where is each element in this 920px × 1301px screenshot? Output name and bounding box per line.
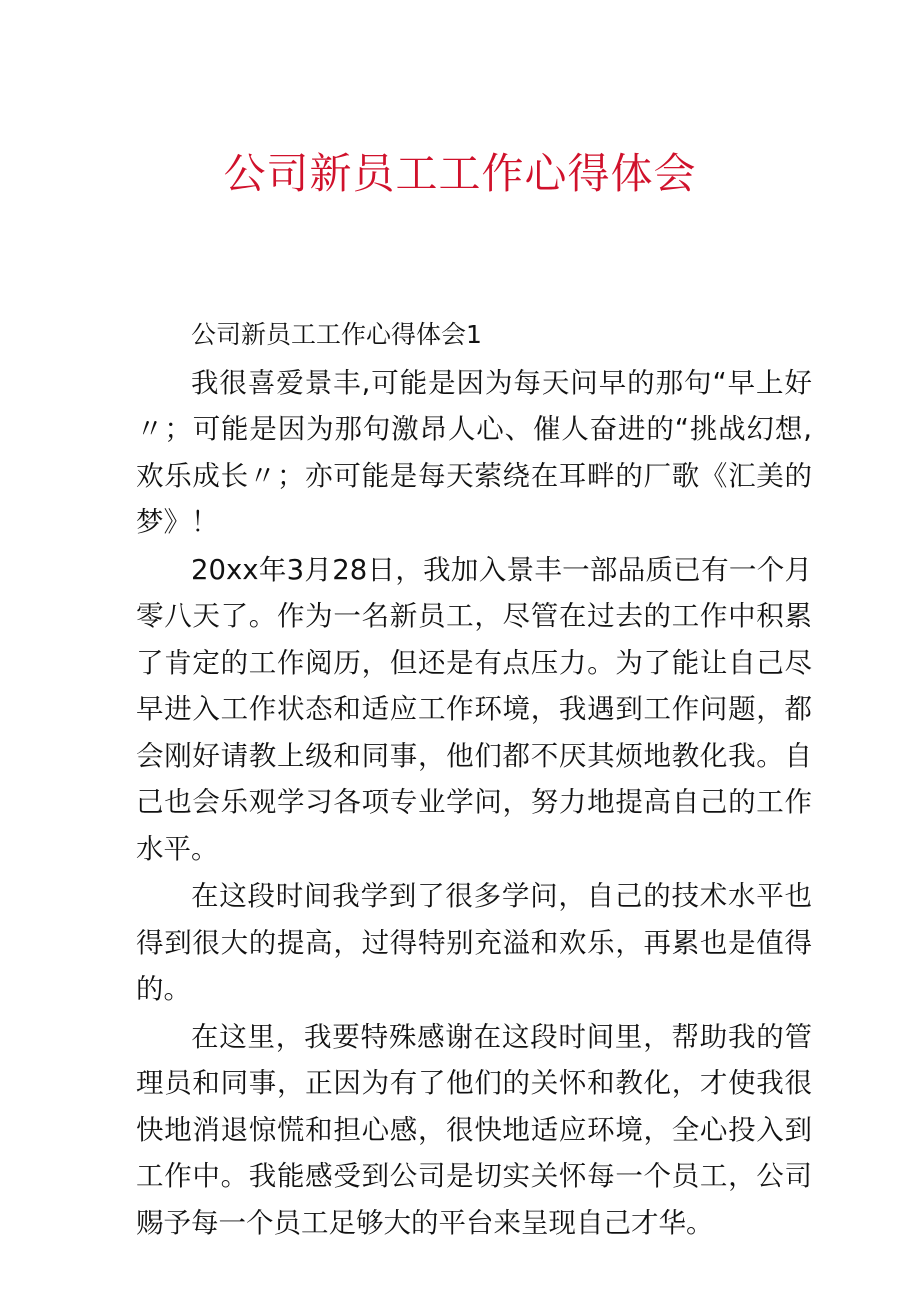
paragraph-2: 20xx年3月28日，我加入景丰一部品质已有一个月零八天了。作为一名新员工，尽管在过去的工作中积累了肯定的工作阅历，但还是有点压力。为了能让自己尽早进入工作状态和适应工作环境，我遇到工作问题，都会刚好请教上级和同事，他们都不厌其烦地教化我。自己也会乐观学习各项专业学问，努力地提高自己的工作水平。	[136, 553, 812, 865]
section-heading: 公司新员工工作心得体会1	[191, 320, 482, 349]
paragraph-3: 在这段时间我学到了很多学问，自己的技术水平也得到很大的提高，过得特别充溢和欢乐，再累也是值得的。	[136, 880, 812, 1005]
paragraph-1: 我很喜爱景丰,可能是因为每天问早的那句“早上好〃；可能是因为那句激昂人心、催人奋进的“挑战幻想,欢乐成长〃；亦可能是每天萦绕在耳畔的厂歌《汇美的梦》！	[136, 366, 812, 538]
document-body	[136, 312, 812, 1247]
document-title: 公司新员工工作心得体会	[223, 149, 697, 198]
paragraph-4: 在这里，我要特殊感谢在这段时间里，帮助我的管理员和同事，正因为有了他们的关怀和教化，才使我很快地消退惊慌和担心感，很快地适应环境，全心投入到工作中。我能感受到公司是切实关怀每一个员工，公司赐予每一个员工足够大的平台来呈现自己才华。	[136, 1020, 812, 1239]
